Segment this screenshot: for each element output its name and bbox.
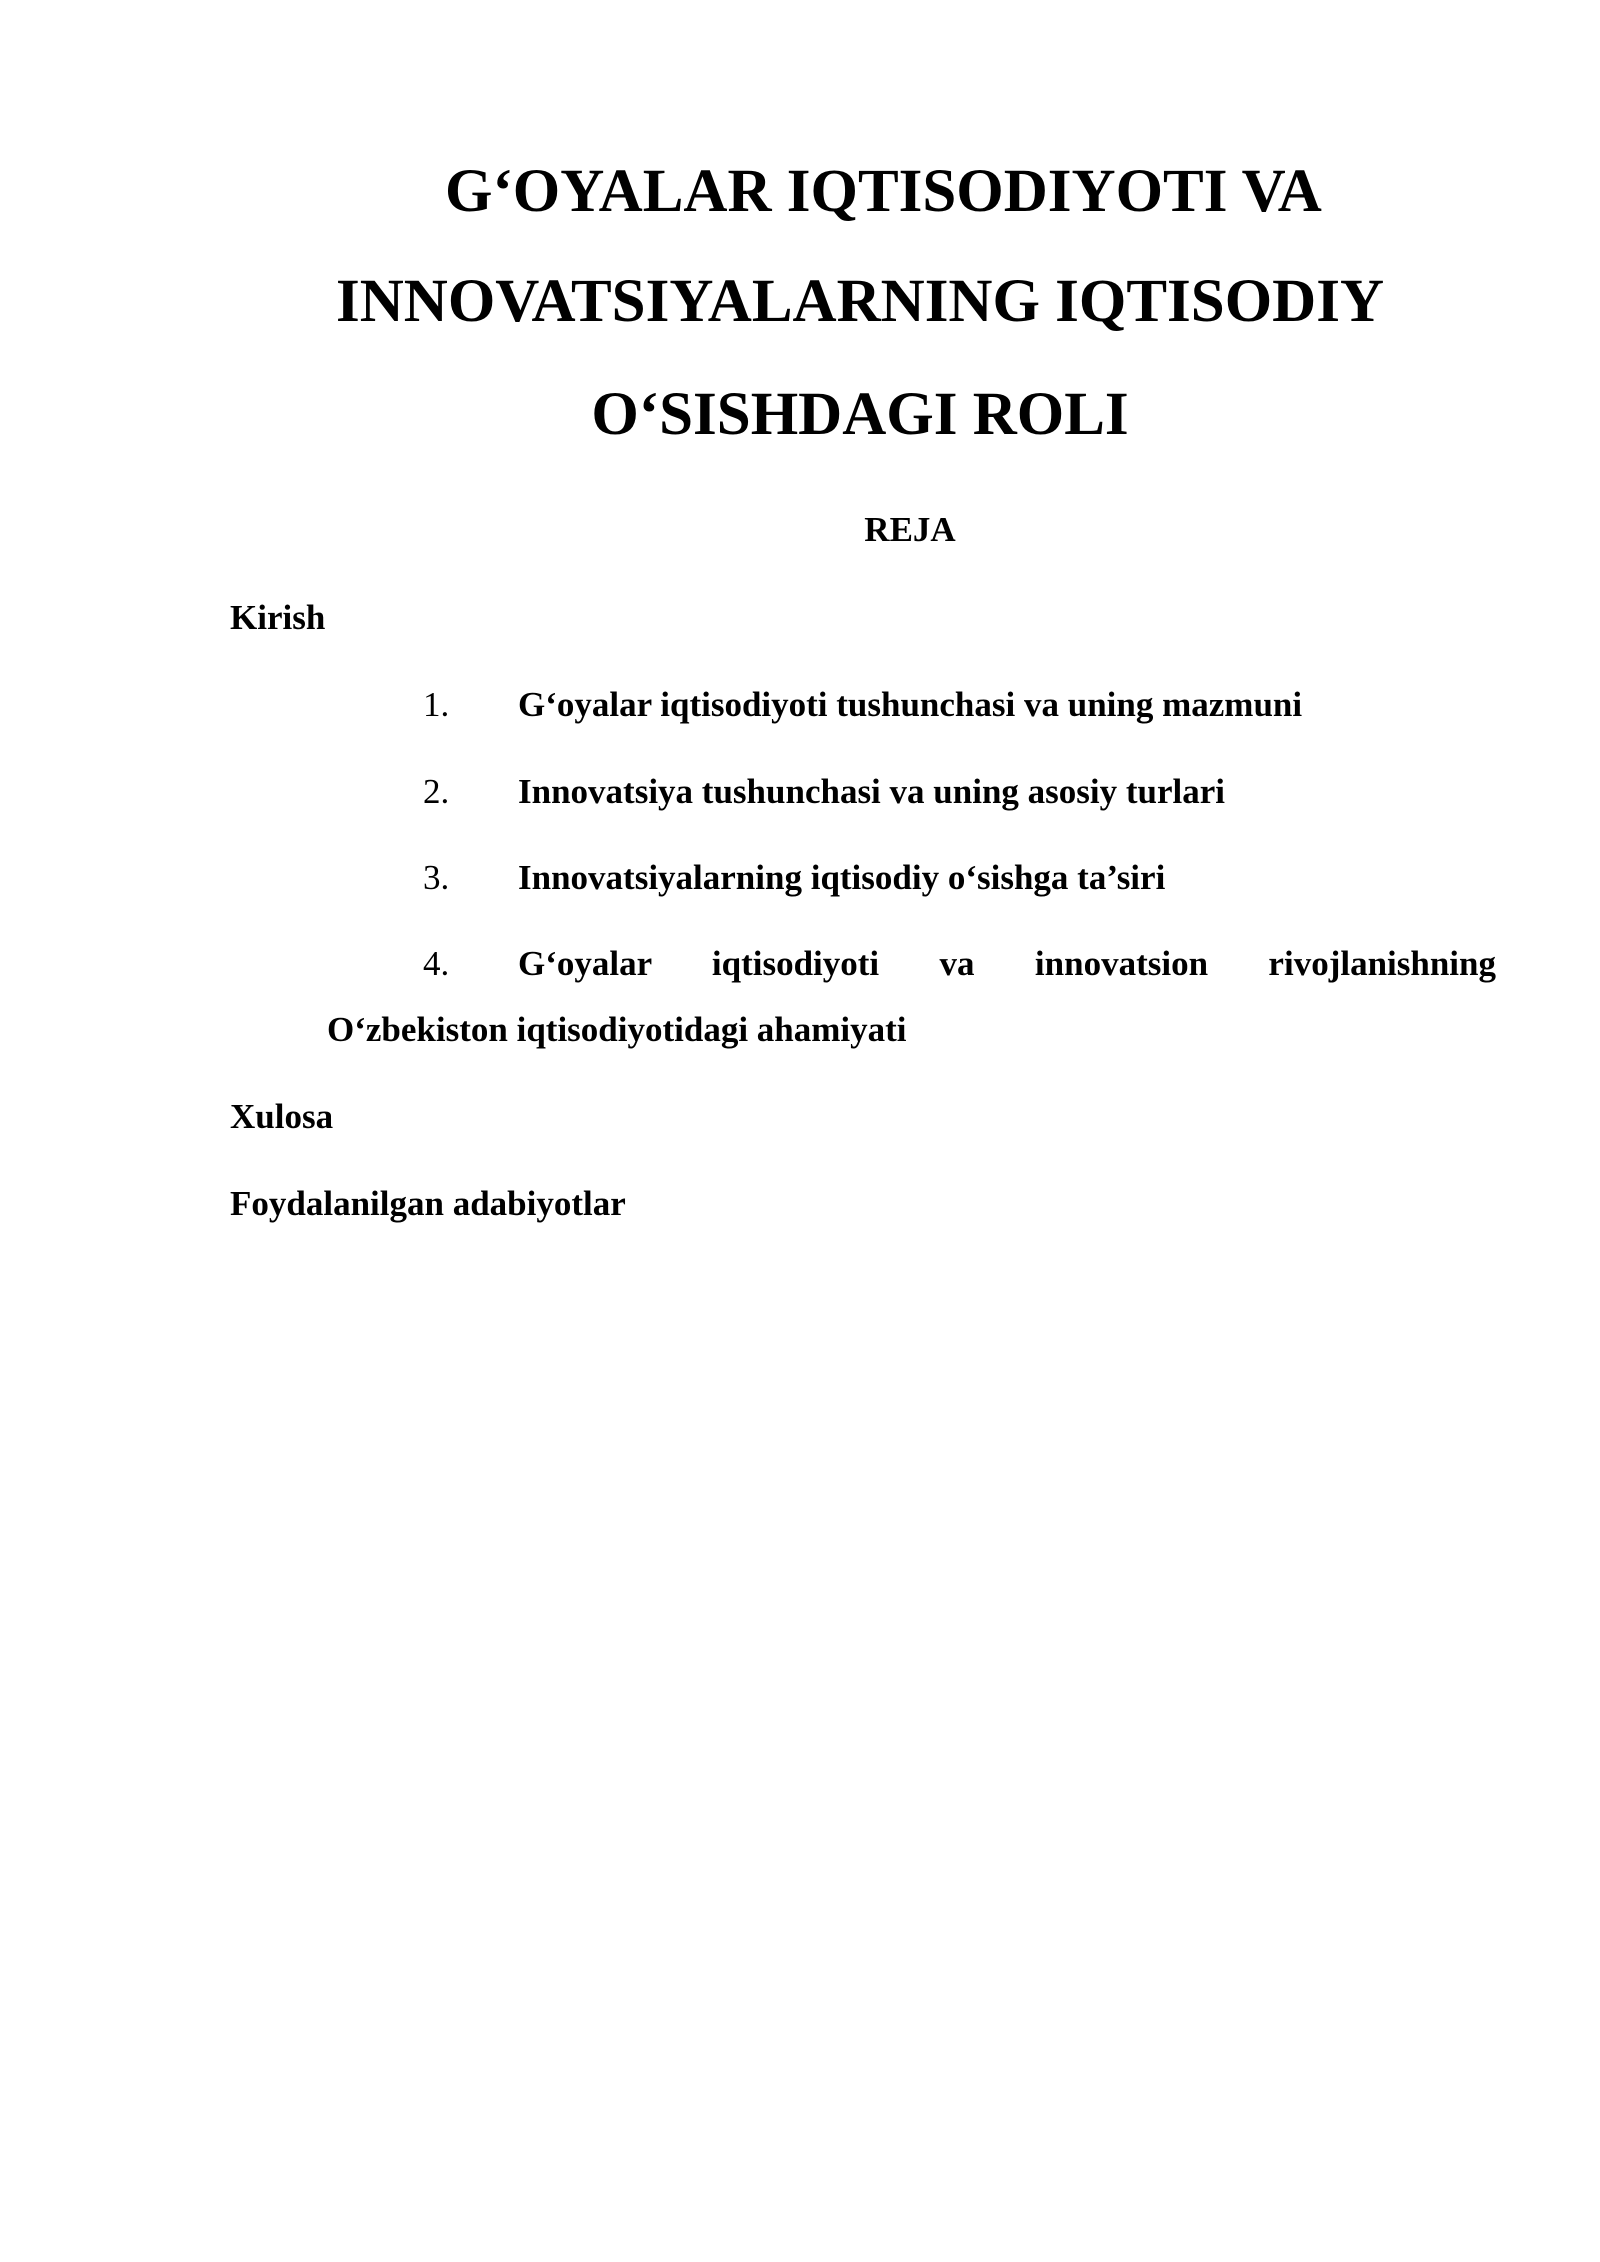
item-number: 3. bbox=[423, 858, 450, 897]
intro-heading: Kirish bbox=[230, 598, 326, 637]
item-number: 1. bbox=[423, 685, 450, 724]
item-text: G‘oyalar iqtisodiyoti tushunchasi va uning mazmuni bbox=[518, 685, 1303, 724]
item-text-line-1: G‘oyalar iqtisodiyoti va innovatsion rivojlanishning bbox=[518, 944, 1496, 983]
item-number: 4. bbox=[423, 944, 450, 983]
item-text: Innovatsiyalarning iqtisodiy o‘sishga ta’siri bbox=[518, 858, 1166, 897]
title-line-3: O‘SISHDAGI ROLI bbox=[591, 381, 1129, 448]
title-line-2: INNOVATSIYALARNING IQTISODIY bbox=[335, 268, 1385, 335]
plan-heading: REJA bbox=[864, 510, 956, 549]
title-line-1: G‘OYALAR IQTISODIYOTI VA bbox=[445, 158, 1322, 225]
item-number: 2. bbox=[423, 772, 450, 811]
item-text: Innovatsiya tushunchasi va uning asosiy turlari bbox=[518, 772, 1226, 811]
item-text-line-2: O‘zbekiston iqtisodiyotidagi ahamiyati bbox=[327, 1010, 907, 1049]
conclusion-heading: Xulosa bbox=[230, 1097, 334, 1136]
references-heading: Foydalanilgan adabiyotlar bbox=[230, 1184, 626, 1223]
